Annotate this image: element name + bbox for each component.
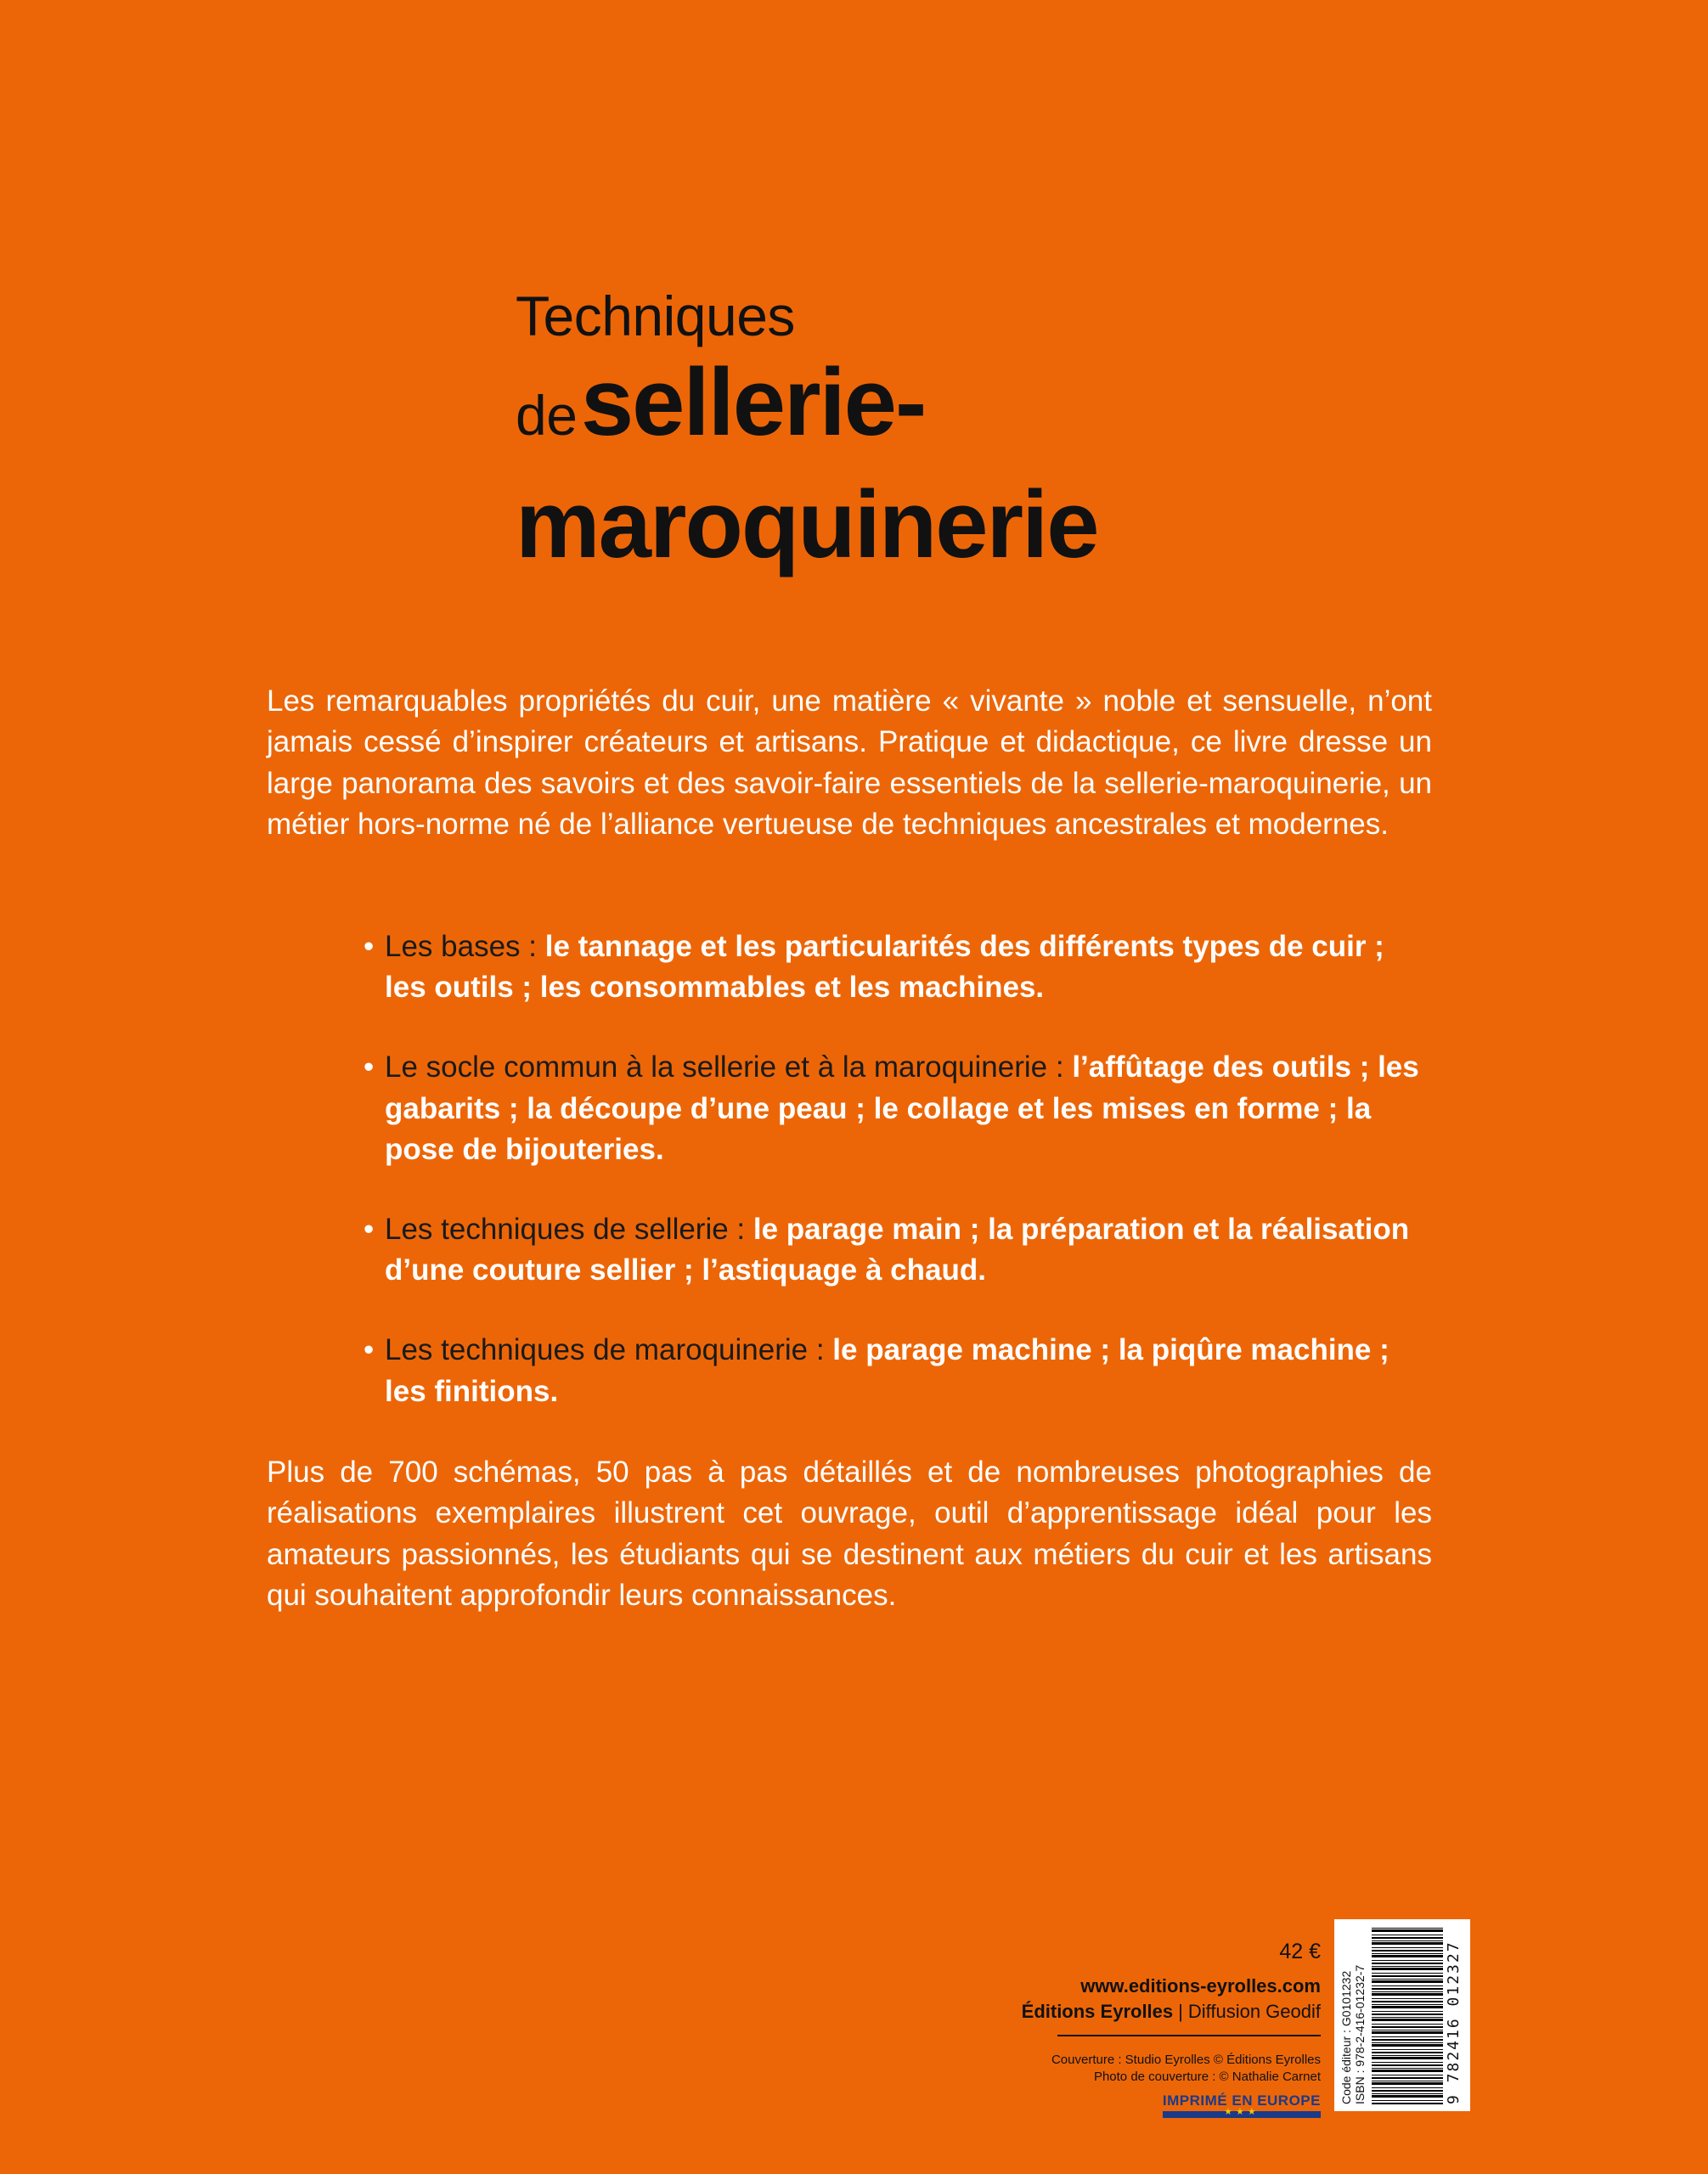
title-line-techniques: Techniques	[516, 284, 795, 347]
bullet-icon: •	[364, 1050, 375, 1084]
price: 42 €	[1279, 1940, 1321, 1963]
publisher-name: Éditions Eyrolles	[1021, 2001, 1174, 2022]
list-item	[364, 926, 1434, 1008]
eu-stars-icon: ★★★	[1224, 2107, 1260, 2117]
bullet-text: l’affûtage des outils ; les gabarits ; la découpe d’une peau ; le collage et les mises en forme ; la pose de bijouteries.	[385, 1050, 1419, 1166]
barcode	[1334, 1919, 1470, 2111]
bullet-text: le parage main ; la préparation et la réalisation d’une couture sellier ; l’astiquage à chaud.	[385, 1213, 1410, 1287]
bullet-icon: •	[364, 930, 375, 963]
footer-divider	[1057, 2035, 1321, 2036]
bullet-label: Le socle commun à la sellerie et à la maroquinerie :	[385, 1050, 1064, 1084]
bullet-icon: •	[364, 1213, 375, 1247]
code-editeur: Code éditeur : G0101232	[1339, 1970, 1353, 2104]
bullet-label: Les techniques de maroquinerie :	[385, 1333, 825, 1367]
website-link[interactable]: www.editions-eyrolles.com	[1080, 1975, 1321, 1997]
title-word-sellerie: sellerie-	[580, 349, 926, 455]
list-item	[364, 1047, 1434, 1170]
intro-paragraph: Les remarquables propriétés du cuir, une matière « vivante » noble et sensuelle, n’ont jamais cessé d’inspirer créateurs et artisans. Pratique et didactique, ce livre dresse un large panorama des savoirs et des savoir-faire essentiels de la sellerie-maroquinerie, un métier hors-norme né de l’alliance vertueuse de techniques ancestrales et modernes.	[267, 684, 1432, 842]
credit-photo: Photo de couverture : © Nathalie Carnet	[1093, 2070, 1321, 2084]
publisher-footer	[1019, 1938, 1321, 2118]
closing-paragraph: Plus de 700 schémas, 50 pas à pas détaillés et de nombreuses photographies de réalisations exemplaires illustrent cet ouvrage, outil d’apprentissage idéal pour les amateurs passionnés, les étudiants qui se destinent aux métiers du cuir et les artisans qui souhaitent approfondir leurs connaissances.	[267, 1456, 1432, 1613]
bullet-text: le parage machine ; la piqûre machine ; les finitions.	[385, 1333, 1390, 1408]
barcode-rotated	[1334, 1919, 1470, 2111]
publisher-separator: |	[1178, 2001, 1183, 2022]
title-line-maroquinerie: maroquinerie	[516, 471, 1098, 577]
topics-list	[364, 926, 1434, 1451]
bullet-text: le tannage et les particularités des différents types de cuir ; les outils ; les consommables et les machines.	[385, 930, 1384, 1005]
bullet-label: Les techniques de sellerie :	[385, 1213, 746, 1247]
bullet-label: Les bases :	[385, 930, 537, 963]
list-item	[364, 1209, 1434, 1291]
list-item	[364, 1330, 1434, 1411]
barcode-digits: 9 782416 012327	[1445, 1940, 1463, 2104]
book-title	[516, 280, 1535, 576]
isbn: ISBN : 978-2-416-01232-7	[1353, 1964, 1367, 2104]
diffusion-name: Diffusion Geodif	[1187, 2001, 1321, 2022]
credit-cover: Couverture : Studio Eyrolles © Éditions Eyrolles	[1051, 2053, 1321, 2067]
title-line-sellerie	[516, 349, 1535, 474]
publisher-line	[1019, 1999, 1321, 2025]
bullet-icon: •	[364, 1333, 375, 1367]
barcode-bars-icon	[1372, 1926, 1443, 2104]
printed-in-europe-label	[1163, 2092, 1321, 2118]
eu-flag-bar	[1163, 2107, 1321, 2118]
printed-in-europe-text: IMPRIMÉ EN EUROPE	[1162, 2092, 1321, 2109]
title-word-de: de	[516, 384, 578, 447]
